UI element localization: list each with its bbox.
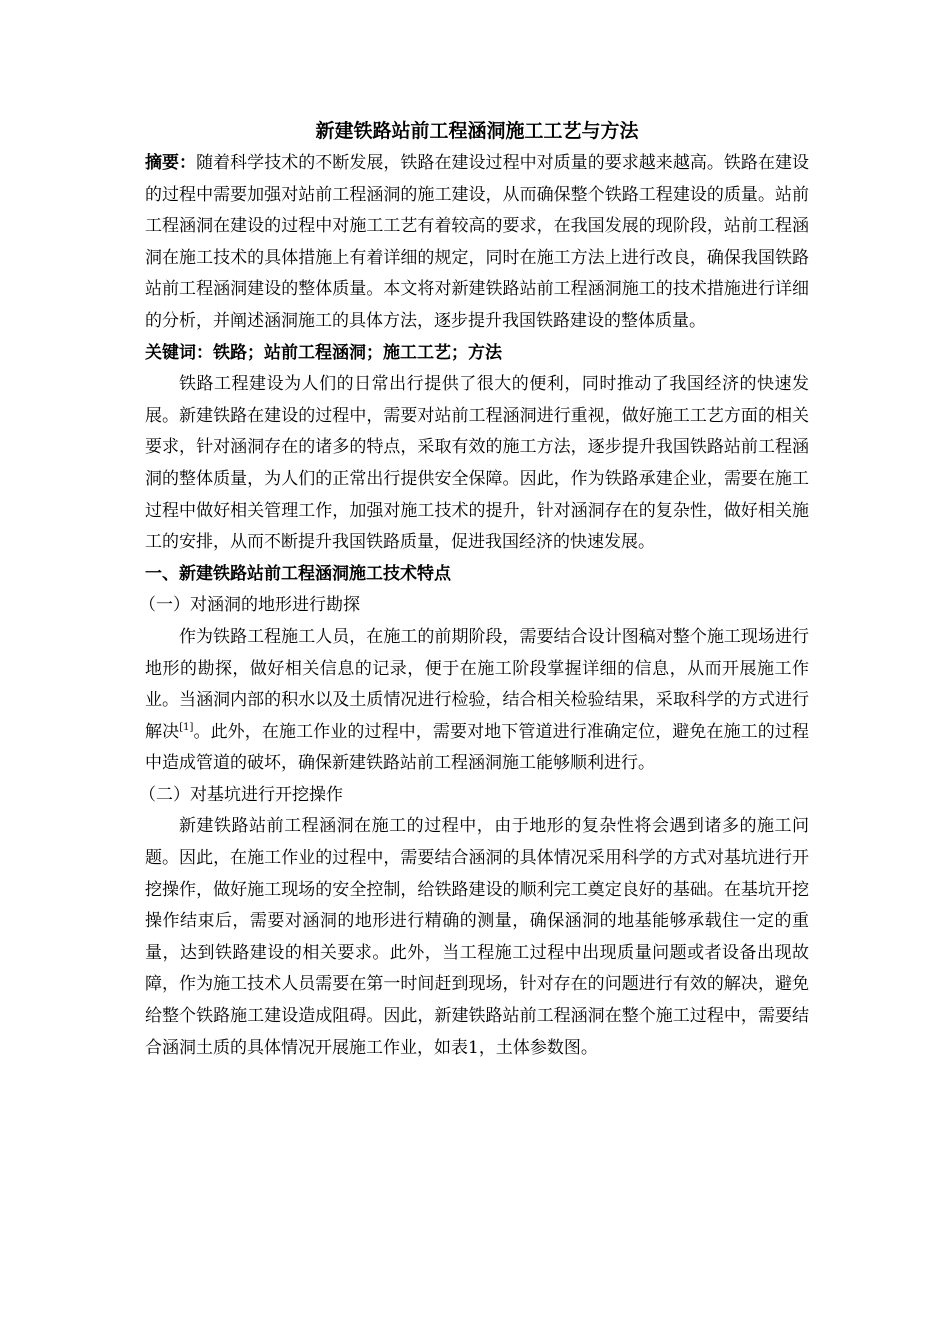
document-body — [139, 116, 810, 1064]
subsection-heading-2: （二）对基坑进行开挖操作 — [139, 784, 343, 805]
subsection-1-text-part1: 作为铁路工程施工人员，在施工的前期阶段，需要结合设计图稿对整个施工现场进行地形的勘探，做好相关信息的记录，便于在施工阶段掌握详细的信息，从而开展施工作业。当涵洞内部的积水以及土质情况进行检验，结合相关检验结果，采取科学的方式进行解决 — [145, 626, 809, 742]
keywords-line: 关键词：铁路；站前工程涵洞；施工工艺；方法 — [145, 342, 502, 363]
section-heading-1: 一、新建铁路站前工程涵洞施工技术特点 — [145, 563, 451, 584]
abstract-paragraph — [145, 148, 809, 338]
citation-ref: [1] — [179, 721, 194, 733]
intro-paragraph: 铁路工程建设为人们的日常出行提供了很大的便利，同时推动了我国经济的快速发展。新建铁路在建设的过程中，需要对站前工程涵洞进行重视，做好施工工艺方面的相关要求，针对涵洞存在的诸多的特点，采取有效的施工方法，逐步提升我国铁路站前工程涵洞的整体质量，为人们的正常出行提供安全保障。因此，作为铁路承建企业，需要在施工过程中做好相关管理工作，加强对施工技术的提升，针对涵洞存在的复杂性，做好相关施工的安排，从而不断提升我国铁路质量，促进我国经济的快速发展。 — [145, 374, 809, 553]
abstract-label: 摘要： — [145, 153, 197, 173]
subsection-1-paragraph — [145, 622, 809, 780]
subsection-heading-1: （一）对涵洞的地形进行勘探 — [139, 595, 360, 616]
document-title: 新建铁路站前工程涵洞施工工艺与方法 — [315, 120, 639, 142]
abstract-text: 随着科学技术的不断发展，铁路在建设过程中对质量的要求越来越高。铁路在建设的过程中需要加强对站前工程涵洞的施工建设，从而确保整个铁路工程建设的质量。站前工程涵洞在建设的过程中对施工工艺有着较高的要求，在我国发展的现阶段，站前工程涵洞在施工技术的具体措施上有着详细的规定，同时在施工方法上进行改良，确保我国铁路站前工程涵洞建设的整体质量。本文将对新建铁路站前工程涵洞施工的技术措施进行详细的分析，并阐述涵洞施工的具体方法，逐步提升我国铁路建设的整体质量。 — [145, 153, 810, 331]
subsection-2-paragraph: 新建铁路站前工程涵洞在施工的过程中，由于地形的复杂性将会遇到诸多的施工问题。因此，在施工作业的过程中，需要结合涵洞的具体情况采用科学的方式对基坑进行开挖操作，做好施工现场的安全控制，给铁路建设的顺利完工奠定良好的基础。在基坑开挖操作结束后，需要对涵洞的地形进行精确的测量，确保涵洞的地基能够承载住一定的重量，达到铁路建设的相关要求。此外，当工程施工过程中出现质量问题或者设备出现故障，作为施工技术人员需要在第一时间赶到现场，针对存在的问题进行有效的解决，避免给整个铁路施工建设造成阻碍。因此，新建铁路站前工程涵洞在整个施工过程中，需要结合涵洞土质的具体情况开展施工作业，如表1，土体参数图。 — [145, 816, 809, 1058]
subsection-1-text-part2: 。此外，在施工作业的过程中，需要对地下管道进行准确定位，避免在施工的过程中造成管道的破坏，确保新建铁路站前工程涵洞施工能够顺利进行。 — [145, 721, 809, 774]
